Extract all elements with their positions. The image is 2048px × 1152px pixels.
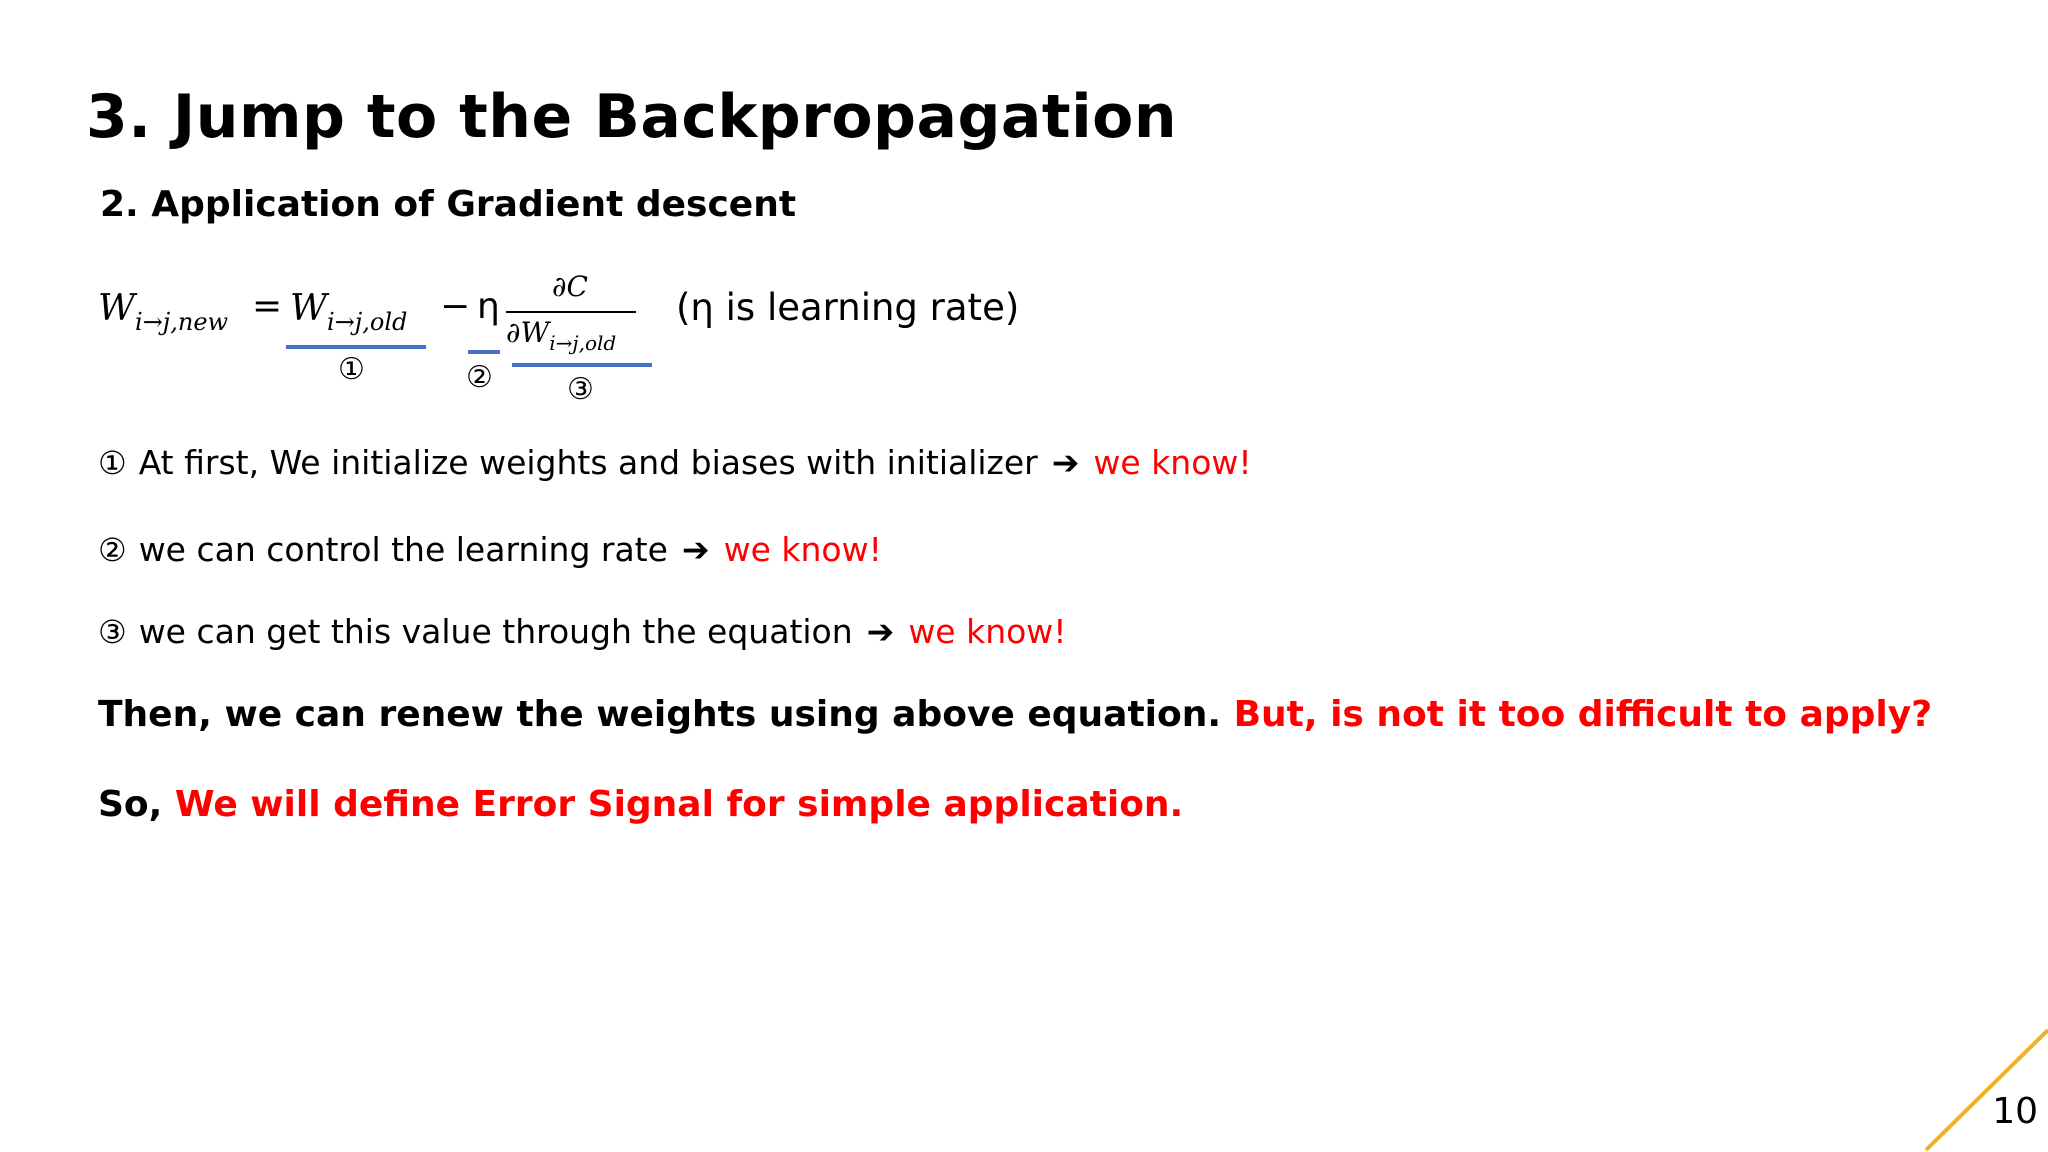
fraction-denominator: $\partial W_{i\to j,old}$ (506, 316, 617, 355)
item-text: we can control the learning rate (138, 530, 668, 569)
underline-gradient (512, 363, 652, 367)
marker-1: ① (338, 352, 365, 387)
item-highlight: we know! (1093, 443, 1252, 482)
explanation-item-1 (98, 443, 1252, 482)
item-highlight: we know! (723, 530, 882, 569)
conclusion-line-1 (98, 694, 1932, 735)
conclusion-line-2 (98, 784, 1183, 825)
arrow-icon: ➔ (681, 530, 710, 569)
slide-title: 3. Jump to the Backpropagation (86, 82, 1178, 152)
fraction-numerator: ∂C (552, 270, 588, 303)
equation-minus: − (440, 286, 471, 327)
item-marker: ③ (98, 613, 127, 651)
slide-subtitle: 2. Application of Gradient descent (100, 184, 797, 225)
item-marker: ① (98, 444, 127, 482)
fraction-bar (506, 311, 636, 313)
equation-old-weight: $W_{i\to j,old}$ (290, 288, 408, 336)
underline-old-weight (286, 345, 426, 349)
arrow-icon: ➔ (866, 612, 895, 651)
item-highlight: we know! (908, 612, 1067, 651)
underline-eta (468, 350, 500, 354)
item-text: we can get this value through the equation (138, 612, 853, 651)
conclusion-prefix: So, (98, 784, 163, 825)
conclusion-question: But, is not it too difficult to apply? (1233, 694, 1933, 735)
equation-lhs: $W_{i\to j,new}$ (98, 288, 229, 336)
conclusion-statement: We will define Error Signal for simple application. (174, 784, 1184, 825)
conclusion-text: Then, we can renew the weights using above equation. (98, 694, 1222, 735)
item-text: At first, We initialize weights and biases with initializer (138, 443, 1038, 482)
marker-2: ② (466, 360, 493, 395)
corner-accent-line (1920, 1020, 2048, 1152)
marker-3: ③ (567, 372, 594, 407)
equation-equals: = (252, 286, 283, 327)
explanation-item-3 (98, 612, 1067, 651)
page-number: 10 (1992, 1091, 2038, 1132)
learning-rate-note: (η is learning rate) (676, 286, 1020, 329)
explanation-item-2 (98, 530, 882, 569)
arrow-icon: ➔ (1051, 443, 1080, 482)
item-marker: ② (98, 531, 127, 569)
equation-eta: η (477, 286, 500, 327)
